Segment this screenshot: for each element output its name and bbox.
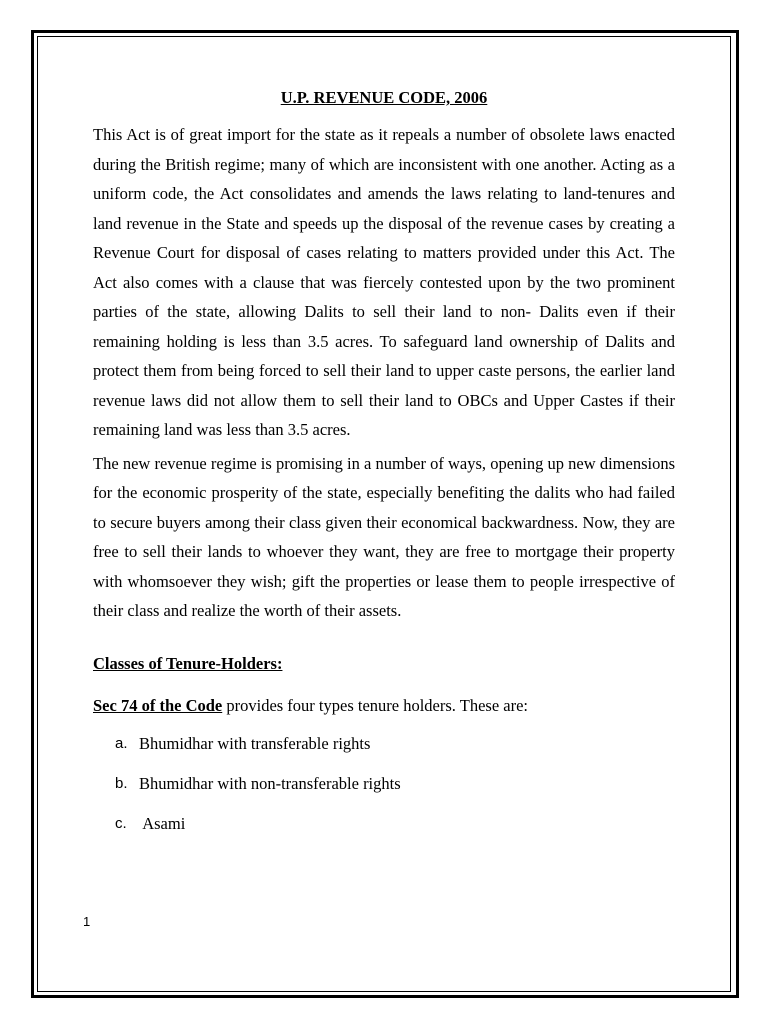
paragraph-regime: The new revenue regime is promising in a number of ways, opening up new dimensions for the economic prosperity of the state, especially benefiting the dalits who had failed to secure buyers among their class given their economical backwardness. Now, they are free to sell their lands to whoever they want, they are free to mortgage their property with whomsoever they wish; gift the properties or lease them to people irrespective of their class and realize the worth of their assets. (93, 453, 675, 620)
paragraph-intro: This Act is of great import for the state as it repeals a number of obsolete laws enacted during the British regime; many of which are inconsistent with one another. Acting as a uniform code, the Act consolidates and amends the laws relating to land-tenures and land revenue in the State and speeds up the disposal of the revenue cases by creating a Revenue Court for disposal of cases relating to matters provided under this Act. The Act also comes with a clause that was fiercely contested upon by the two prominent parties of the state, allowing Dalits to sell their land to non- Dalits even if their remaining holding is less than 3.5 acres. To safeguard land ownership of Dalits and protect them from being forced to sell their land to upper caste persons, the earlier land revenue laws did not allow them to sell their land to OBCs and Upper Castes if their remaining land was less than 3.5 acres. (93, 125, 675, 439)
section-reference-text: provides four types tenure holders. These are: (222, 695, 528, 715)
list-item (115, 772, 675, 796)
section-heading: Classes of Tenure-Holders: (93, 653, 283, 673)
section-reference: Sec 74 of the Code (93, 695, 223, 715)
list-item (115, 732, 675, 756)
list-item-text: Bhumidhar with non-transferable rights (139, 773, 401, 793)
section-reference-line (93, 694, 675, 718)
list-marker: b. (115, 774, 128, 792)
list-item-text: Asami (139, 813, 186, 833)
tenure-holder-list (93, 732, 675, 836)
list-marker: a. (115, 734, 128, 752)
document-body (93, 86, 675, 852)
list-marker: c. (115, 814, 127, 832)
page-number: 1 (83, 914, 91, 929)
list-item (115, 812, 675, 836)
list-item-text: Bhumidhar with transferable rights (139, 733, 371, 753)
document-title: U.P. REVENUE CODE, 2006 (280, 88, 488, 107)
